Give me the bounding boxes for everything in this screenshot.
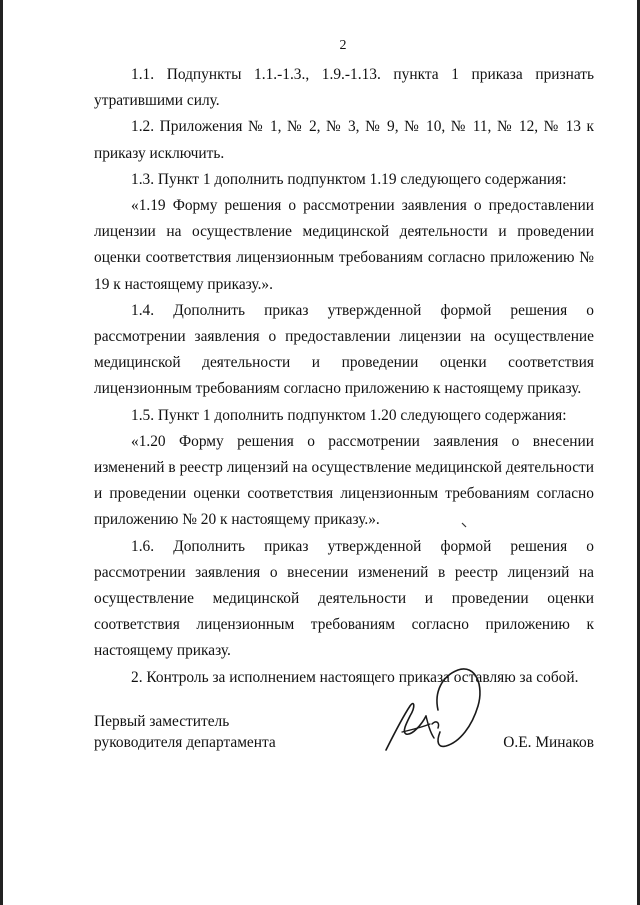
paragraph-1-4: 1.4. Дополнить приказ утвержденной формой решения о рассмотрении заявления о предоставлении лицензии на осуществление медицинской деятельности и проведении оценки соответствия лицензионным требованиям согласно приложению к настоящему приказу. (94, 301, 594, 398)
scan-edge-left (0, 0, 3, 905)
paragraph-1-6: 1.6. Дополнить приказ утвержденной формой решения о рассмотрении заявления о внесении изменений в реестр лицензий на осуществление медицинской деятельности и проведении оценки соответствия лицензионным требованиям согласно приложению к настоящему приказу. (94, 537, 594, 660)
signatory-position-line-1: Первый заместитель (94, 713, 230, 730)
paragraph-1-19-quote: «1.19 Форму решения о рассмотрении заявления о предоставлении лицензии на осуществление медицинской деятельности и проведении оценки соответствия лицензионным требованиям согласно приложению № 19 к настоящему приказу.». (94, 197, 594, 293)
paragraph-2: 2. Контроль за исполнением настоящего приказа оставляю за собой. (131, 668, 579, 686)
paragraph-1-2: 1.2. Приложения № 1, № 2, № 3, № 9, № 10, № 11, № 12, № 13 к приказу исключить. (94, 118, 594, 162)
paragraph-1-3: 1.3. Пункт 1 дополнить подпунктом 1.19 следующего содержания: (131, 170, 567, 188)
page-number: 2 (339, 38, 347, 53)
signatory-name: О.Е. Минаков (503, 734, 594, 751)
document-body (94, 62, 594, 691)
signature-block (94, 711, 594, 791)
signatory-position (94, 711, 276, 753)
paragraph-1-5: 1.5. Пункт 1 дополнить подпунктом 1.20 следующего содержания: (131, 406, 567, 424)
signatory-position-line-2: руководителя департамента (94, 734, 276, 751)
paragraph-1-1: 1.1. Подпункты 1.1.-1.3., 1.9.-1.13. пункта 1 приказа признать утратившими силу. (94, 66, 594, 110)
paragraph-1-20-quote: «1.20 Форму решения о рассмотрении заявления о внесении изменений в реестр лицензий на осуществление медицинской деятельности и проведении оценки соответствия лицензионным требованиям согласно приложению № 20 к настоящему приказу.». (94, 432, 594, 529)
scan-speck (461, 522, 467, 528)
